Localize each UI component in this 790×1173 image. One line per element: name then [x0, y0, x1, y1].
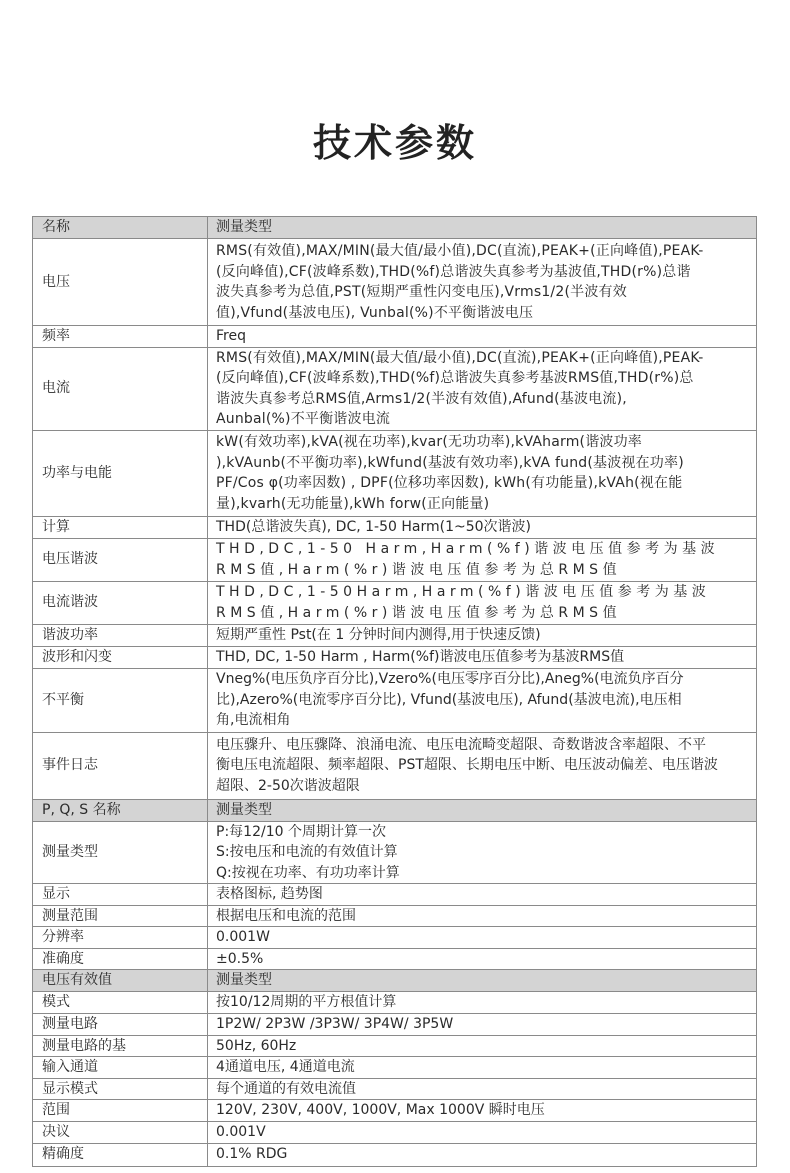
spec-row — [33, 1143, 757, 1166]
param-value — [208, 538, 757, 581]
param-value-line: THD,DC,1-50 Harm,Harm(%f)谐波电压值参考为基波 — [216, 541, 720, 557]
param-name: 测量电路的基 — [33, 1035, 208, 1057]
param-value-line: THD,DC,1-50Harm,Harm(%f)谐波电压值参考为基波 — [216, 584, 711, 600]
spec-row — [33, 516, 757, 538]
param-value-line: ±0.5% — [216, 950, 264, 967]
param-value-line: Vneg%(电压负序百分比),Vzero%(电压零序百分比),Aneg%(电流负序百分 — [216, 671, 684, 688]
param-name: 频率 — [33, 326, 208, 348]
param-value — [208, 668, 757, 732]
param-value — [208, 624, 757, 646]
param-value-line: 4通道电压, 4通道电流 — [216, 1059, 355, 1075]
param-value — [208, 347, 757, 430]
spec-row — [33, 821, 757, 884]
spec-row — [33, 668, 757, 732]
param-value — [208, 821, 757, 884]
param-value-line: (反向峰值),CF(波峰系数),THD(%f)总谐波失真参考基波RMS值,THD(r%)总 — [216, 370, 694, 386]
section-header-row — [33, 799, 757, 821]
param-value — [208, 905, 757, 927]
param-value — [208, 516, 757, 538]
param-name: 测量范围 — [33, 905, 208, 927]
param-value — [208, 1078, 757, 1100]
section-header-value: 测量类型 — [208, 799, 757, 821]
spec-row — [33, 992, 757, 1014]
param-value-line: 谐波失真参考总RMS值,Arms1/2(半波有效值),Afund(基波电流), — [216, 390, 627, 407]
param-value-line: 比),Azero%(电流零序百分比), Vfund(基波电压), Afund(基波电流),电压相 — [216, 691, 682, 708]
param-value — [208, 884, 757, 906]
param-value-line: 超限、2-50次谐波超限 — [216, 777, 360, 794]
param-value-line: Aunbal(%)不平衡谐波电流 — [216, 411, 391, 427]
section-header-name: 电压有效值 — [33, 970, 208, 992]
param-value — [208, 239, 757, 326]
spec-row — [33, 1057, 757, 1079]
param-value-line: (反向峰值),CF(波峰系数),THD(%f)总谐波失真参考为基波值,THD(r%)总谐 — [216, 263, 691, 280]
spec-row — [33, 347, 757, 430]
param-value-line: 0.001W — [216, 929, 270, 945]
section-header-name: P, Q, S 名称 — [33, 799, 208, 821]
param-name: 功率与电能 — [33, 430, 208, 516]
spec-row — [33, 239, 757, 326]
spec-row — [33, 884, 757, 906]
param-name: 测量类型 — [33, 821, 208, 884]
param-value — [208, 927, 757, 949]
param-name: 测量电路 — [33, 1013, 208, 1035]
param-value-line: 根据电压和电流的范围 — [216, 907, 356, 924]
param-value-line: P:每12/10 个周期计算一次 — [216, 823, 386, 840]
param-value — [208, 1013, 757, 1035]
spec-row — [33, 948, 757, 970]
param-value — [208, 326, 757, 348]
spec-row — [33, 905, 757, 927]
param-name: 波形和闪变 — [33, 646, 208, 668]
spec-row — [33, 581, 757, 624]
param-name: 精确度 — [33, 1143, 208, 1166]
param-value-line: 电压骤升、电压骤降、浪涌电流、电压电流畸变超限、奇数谐波含率超限、不平 — [216, 736, 706, 753]
param-name: 电压 — [33, 239, 208, 326]
param-value — [208, 732, 757, 799]
spec-row — [33, 430, 757, 516]
param-value — [208, 1057, 757, 1079]
param-name: 事件日志 — [33, 732, 208, 799]
spec-row — [33, 1122, 757, 1144]
param-value — [208, 1100, 757, 1122]
spec-table-body — [33, 217, 757, 1167]
param-name: 谐波功率 — [33, 624, 208, 646]
param-value — [208, 430, 757, 516]
param-value-line: 1P2W/ 2P3W /3P3W/ 3P4W/ 3P5W — [216, 1015, 454, 1032]
param-value-line: 0.1% RDG — [216, 1146, 288, 1163]
param-name: 不平衡 — [33, 668, 208, 732]
spec-table — [32, 216, 757, 1167]
section-header-row — [33, 970, 757, 992]
spec-row — [33, 927, 757, 949]
param-name: 计算 — [33, 516, 208, 538]
param-value-line: 按10/12周期的平方根值计算 — [216, 994, 397, 1010]
section-header-name: 名称 — [33, 217, 208, 239]
param-value-line: 表格图标, 趋势图 — [216, 886, 323, 902]
section-header-value: 测量类型 — [208, 217, 757, 239]
section-header-row — [33, 217, 757, 239]
param-value-line: kW(有效功率),kVA(视在功率),kvar(无功功率),kVAharm(谐波功率 — [216, 434, 642, 450]
param-value-line: Q:按视在功率、有功功率计算 — [216, 864, 400, 881]
param-value-line: 每个通道的有效电流值 — [216, 1080, 356, 1097]
spec-row — [33, 646, 757, 668]
param-name: 显示 — [33, 884, 208, 906]
param-name: 范围 — [33, 1100, 208, 1122]
param-value-line: 120V, 230V, 400V, 1000V, Max 1000V 瞬时电压 — [216, 1102, 545, 1119]
spec-row — [33, 1035, 757, 1057]
param-name: 分辨率 — [33, 927, 208, 949]
param-value-line: RMS值,Harm(%r)谐波电压值参考为总RMS值 — [216, 604, 622, 621]
param-value-line: PF/Cos φ(功率因数) , DPF(位移功率因数), kWh(有功能量),kVAh(视在能 — [216, 475, 683, 491]
param-value-line: THD(总谐波失真), DC, 1-50 Harm(1~50次谐波) — [216, 518, 531, 535]
param-name: 准确度 — [33, 948, 208, 970]
spec-row — [33, 1013, 757, 1035]
param-value — [208, 646, 757, 668]
param-value-line: 0.001V — [216, 1124, 266, 1140]
param-value — [208, 1035, 757, 1057]
param-value — [208, 581, 757, 624]
param-value-line: 值),Vfund(基波电压), Vunbal(%)不平衡谐波电压 — [216, 304, 534, 321]
param-value-line: 量),kvarh(无功能量),kWh forw(正向能量) — [216, 495, 490, 512]
param-value — [208, 1143, 757, 1166]
param-value-line: 短期严重性 Pst(在 1 分钟时间内测得,用于快速反馈) — [216, 626, 541, 643]
spec-row — [33, 1100, 757, 1122]
spec-row — [33, 326, 757, 348]
param-value — [208, 1122, 757, 1144]
param-name: 输入通道 — [33, 1057, 208, 1079]
param-value — [208, 992, 757, 1014]
param-value-line: 50Hz, 60Hz — [216, 1037, 297, 1054]
param-name: 决议 — [33, 1122, 208, 1144]
section-header-value: 测量类型 — [208, 970, 757, 992]
param-value-line: RMS(有效值),MAX/MIN(最大值/最小值),DC(直流),PEAK+(正向峰值),PEAK- — [216, 243, 704, 259]
spec-row — [33, 732, 757, 799]
param-value-line: Freq — [216, 328, 246, 344]
param-value-line: THD, DC, 1-50 Harm , Harm(%f)谐波电压值参考为基波RMS值 — [216, 648, 625, 665]
param-name: 电压谐波 — [33, 538, 208, 581]
param-name: 电流 — [33, 347, 208, 430]
param-value-line: 波失真参考为总值,PST(短期严重性闪变电压),Vrms1/2(半波有效 — [216, 284, 627, 300]
param-value-line: ),kVAunb(不平衡功率),kWfund(基波有效功率),kVA fund(基波视在功率) — [216, 454, 684, 471]
spec-row — [33, 538, 757, 581]
param-value-line: S:按电压和电流的有效值计算 — [216, 844, 398, 860]
page-title: 技术参数 — [312, 121, 477, 165]
param-value-line: 角,电流相角 — [216, 712, 291, 729]
param-name: 显示模式 — [33, 1078, 208, 1100]
param-name: 模式 — [33, 992, 208, 1014]
param-value-line: RMS(有效值),MAX/MIN(最大值/最小值),DC(直流),PEAK+(正向峰值),PEAK- — [216, 349, 704, 366]
spec-row — [33, 1078, 757, 1100]
param-value-line: RMS值,Harm(%r)谐波电压值参考为总RMS值 — [216, 561, 622, 578]
param-value-line: 衡电压电流超限、频率超限、PST超限、长期电压中断、电压波动偏差、电压谐波 — [216, 757, 718, 774]
param-name: 电流谐波 — [33, 581, 208, 624]
spec-row — [33, 624, 757, 646]
param-value — [208, 948, 757, 970]
